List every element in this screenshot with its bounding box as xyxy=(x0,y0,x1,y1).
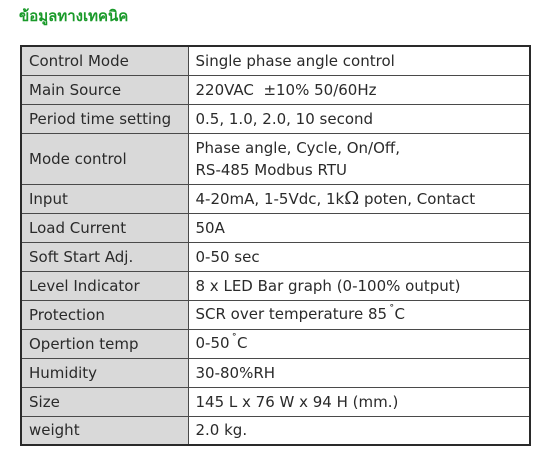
row-value-size: 145 L x 76 W x 94 H (mm.) xyxy=(188,387,530,416)
mode-control-line-1: Phase angle, Cycle, On/Off, xyxy=(195,138,401,157)
row-value-input xyxy=(188,184,530,213)
table-row xyxy=(21,242,530,271)
row-label-load-current: Load Current xyxy=(21,213,188,242)
temp-value-part-2: C xyxy=(237,333,248,352)
row-label-level-indicator: Level Indicator xyxy=(21,271,188,300)
row-label-control-mode: Control Mode xyxy=(21,46,188,75)
degree-symbol: ˚ xyxy=(231,331,238,345)
section-heading: ข้อมูลทางเทคนิค xyxy=(19,7,129,25)
row-value-humidity: 30-80%RH xyxy=(188,358,530,387)
table-row xyxy=(21,358,530,387)
table-row xyxy=(21,271,530,300)
table-row xyxy=(21,213,530,242)
row-label-main-source: Main Source xyxy=(21,75,188,104)
mode-control-line-2: RS-485 Modbus RTU xyxy=(195,160,347,179)
row-value-weight: 2.0 kg. xyxy=(188,416,530,445)
ohm-symbol: Ω xyxy=(344,187,360,209)
row-label-operation-temp: Opertion temp xyxy=(21,329,188,358)
table-row xyxy=(21,387,530,416)
temp-value-part-1: 0-50 xyxy=(195,333,230,352)
table-row xyxy=(21,329,530,358)
input-value-part-2: poten, Contact xyxy=(359,189,476,208)
table-row xyxy=(21,416,530,445)
row-label-period-time: Period time setting xyxy=(21,104,188,133)
row-value-control-mode: Single phase angle control xyxy=(188,46,530,75)
row-value-protection xyxy=(188,300,530,329)
degree-symbol: ˚ xyxy=(389,302,395,316)
row-label-mode-control: Mode control xyxy=(21,133,188,184)
row-label-soft-start: Soft Start Adj. xyxy=(21,242,188,271)
row-value-period-time: 0.5, 1.0, 2.0, 10 second xyxy=(188,104,530,133)
table-row xyxy=(21,184,530,213)
row-label-size: Size xyxy=(21,387,188,416)
row-value-level-indicator: 8 x LED Bar graph (0-100% output) xyxy=(188,271,530,300)
protection-value-part-2: C xyxy=(394,304,406,323)
table-row xyxy=(21,46,530,75)
spec-table xyxy=(20,45,531,446)
input-value-part-1: 4-20mA, 1-5Vdc, 1k xyxy=(195,189,345,208)
table-row xyxy=(21,133,530,184)
row-value-operation-temp xyxy=(188,329,530,358)
row-value-main-source: 220VAC ±10% 50/60Hz xyxy=(188,75,530,104)
table-row xyxy=(21,75,530,104)
row-label-protection: Protection xyxy=(21,300,188,329)
table-row xyxy=(21,300,530,329)
table-row xyxy=(21,104,530,133)
row-value-mode-control xyxy=(188,133,530,184)
protection-value-part-1: SCR over temperature 85 xyxy=(195,304,388,323)
row-label-weight: weight xyxy=(21,416,188,445)
row-value-soft-start: 0-50 sec xyxy=(188,242,530,271)
row-value-load-current: 50A xyxy=(188,213,530,242)
row-label-humidity: Humidity xyxy=(21,358,188,387)
row-label-input: Input xyxy=(21,184,188,213)
